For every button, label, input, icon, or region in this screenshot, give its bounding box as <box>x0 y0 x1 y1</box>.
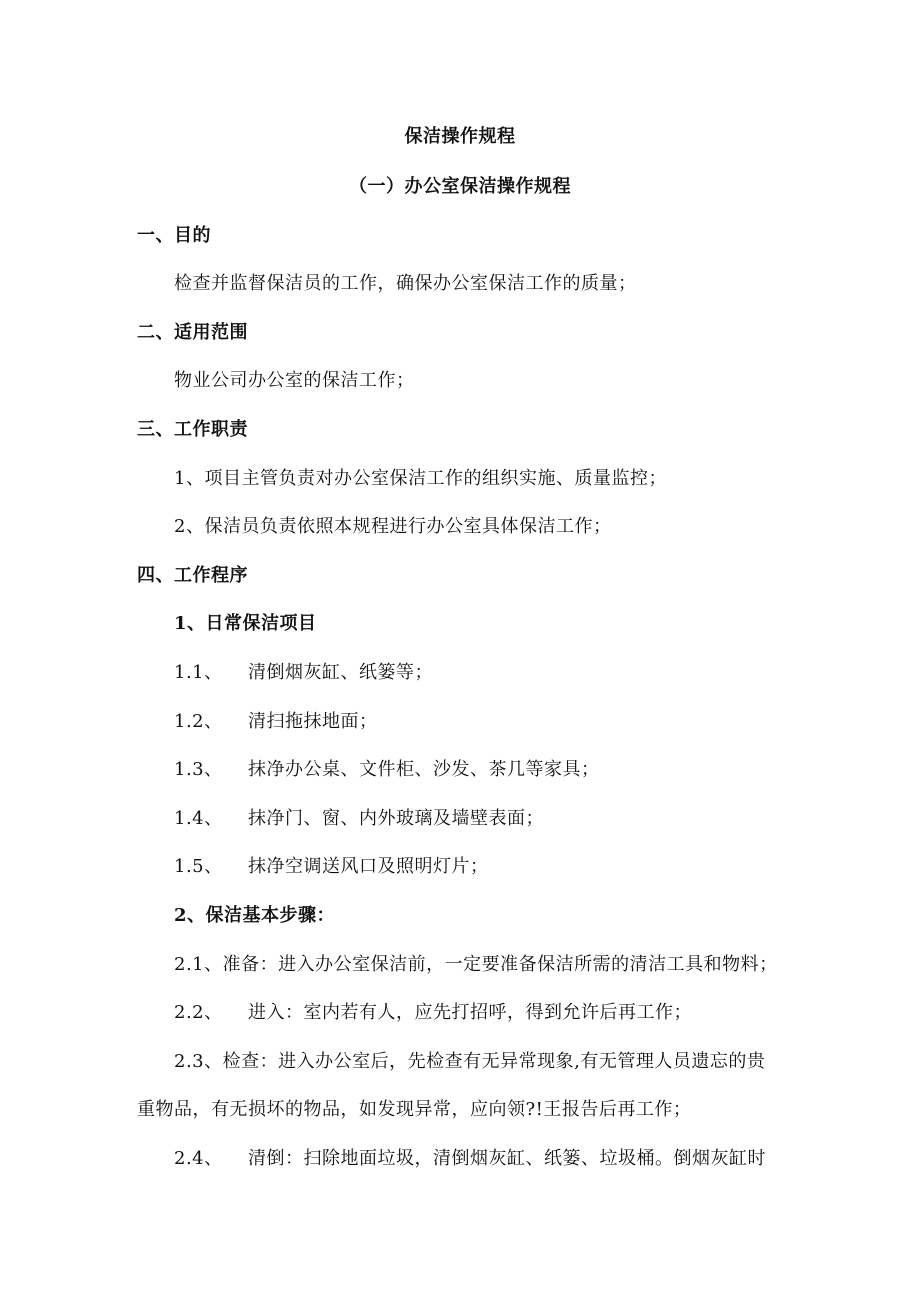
daily-item-number: 1.3、 <box>174 759 223 780</box>
document-title: 保洁操作规程 <box>404 126 516 147</box>
section-heading-duties: 三、工作职责 <box>137 419 248 440</box>
daily-item-text: 抹净空调送风口及照明灯片； <box>248 856 489 877</box>
daily-item <box>174 807 544 831</box>
section-heading-procedure: 四、工作程序 <box>137 565 248 586</box>
section-heading-scope: 二、适用范围 <box>137 322 248 343</box>
duty-item: 2、保洁员负责依照本规程进行办公室具体保洁工作； <box>174 516 612 537</box>
daily-item-number: 1.1、 <box>174 662 223 683</box>
step-number: 2.2、 <box>174 1002 223 1023</box>
daily-item <box>174 710 378 734</box>
daily-item-number: 1.2、 <box>174 711 223 732</box>
document-subtitle: （一）办公室保洁操作规程 <box>349 176 571 197</box>
daily-item-number: 1.4、 <box>174 808 223 829</box>
daily-item-text: 清扫拖抹地面； <box>248 711 378 732</box>
step-item: 2.1、准备：进入办公室保洁前，一定要准备保洁所需的清洁工具和物料； <box>174 954 778 975</box>
daily-item-text: 抹净办公桌、文件柜、沙发、茶几等家具； <box>248 759 600 780</box>
step-item <box>174 1001 692 1025</box>
daily-item-number: 1.5、 <box>174 856 223 877</box>
steps-heading: 2、保洁基本步骤： <box>174 905 336 926</box>
daily-item-text: 清倒烟灰缸、纸篓等； <box>248 662 433 683</box>
step-number: 2.4、 <box>174 1148 223 1169</box>
step-item <box>174 1147 766 1171</box>
daily-item-text: 抹净门、窗、内外玻璃及墙壁表面； <box>248 808 544 829</box>
step-item: 2.3、检查：进入办公室后，先检查有无异常现象,有无管理人员遗忘的贵 <box>174 1051 766 1072</box>
step-item-continuation: 重物品，有无损坏的物品，如发现异常，应向领?!王报告后再工作； <box>137 1099 692 1120</box>
section-text-scope: 物业公司办公室的保洁工作； <box>174 370 415 391</box>
section-heading-purpose: 一、目的 <box>137 225 211 246</box>
daily-item <box>174 855 489 879</box>
section-text-purpose: 检查并监督保洁员的工作，确保办公室保洁工作的质量； <box>174 273 637 294</box>
step-text: 进入：室内若有人，应先打招呼，得到允许后再工作； <box>248 1002 692 1023</box>
daily-heading: 1、日常保洁项目 <box>174 613 317 634</box>
step-text: 清倒：扫除地面垃圾，清倒烟灰缸、纸篓、垃圾桶。倒烟灰缸时 <box>248 1148 766 1169</box>
daily-item <box>174 758 600 782</box>
duty-item: 1、项目主管负责对办公室保洁工作的组织实施、质量监控； <box>174 468 667 489</box>
daily-item <box>174 661 433 685</box>
